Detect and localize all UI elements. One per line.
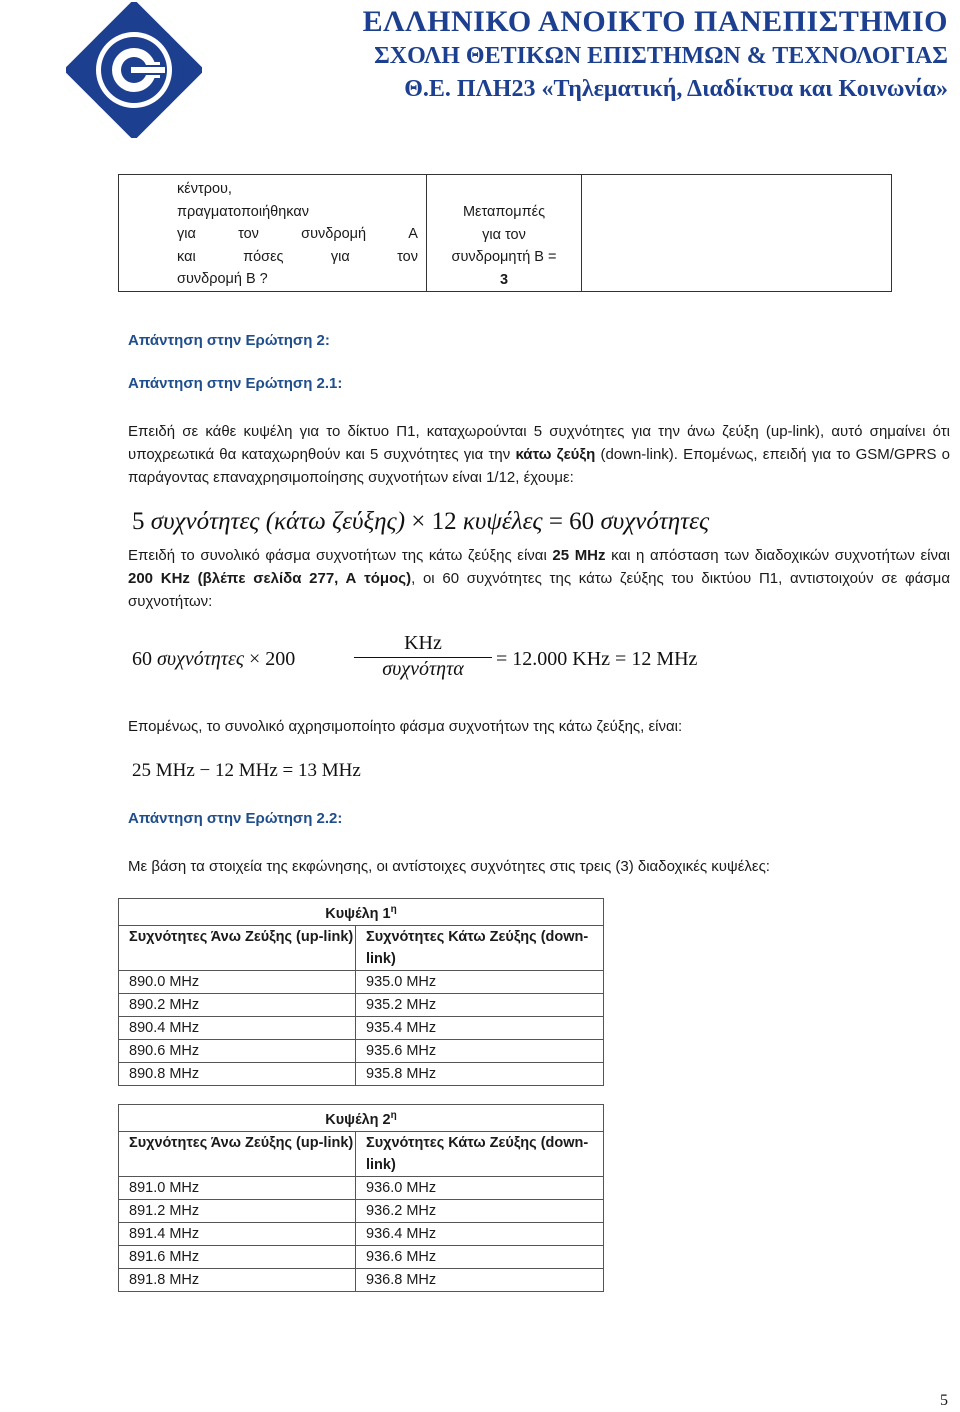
handover-label-2: για τον [482, 226, 526, 243]
paragraph-cells: Με βάση τα στοιχεία της εκφώνησης, οι αντίστοιχες συχνότητες στις τρεις (3) διαδοχικές κυψέλες: [128, 858, 770, 875]
text: Επειδή σε κάθε κυψέλη για το δίκτυο Π1, καταχωρούνται 5 συχνότητες για την άνω ζεύξη (up-link), αυτό σημαίνει ότι υποχρεωτικά θα καταχωρηθούν και 5 συχνότητες για την [128, 423, 950, 463]
table-row [119, 1199, 604, 1222]
eq-op: × 200 [248, 648, 296, 670]
cell-2-title [119, 1105, 604, 1132]
fraction-numerator: KHz [354, 632, 492, 658]
question-line [177, 246, 418, 269]
cell-1-title [119, 899, 604, 926]
question-line: κέντρου, [177, 181, 232, 197]
uplink-header: Συχνότητες Άνω Ζεύξης (up-link) [119, 925, 356, 970]
title-text: Κυψέλη 2 [325, 1111, 391, 1128]
downlink-freq: 935.6 MHz [356, 1039, 604, 1062]
downlink-freq: 935.4 MHz [356, 1016, 604, 1039]
uplink-freq: 891.0 MHz [119, 1176, 356, 1199]
downlink-header: Συχνότητες Κάτω Ζεύξης (down-link) [356, 1131, 604, 1176]
word: τον [238, 226, 259, 242]
uplink-header: Συχνότητες Άνω Ζεύξης (up-link) [119, 1131, 356, 1176]
header-university: ΕΛΛΗΝΙΚΟ ΑΝΟΙΚΤΟ ΠΑΝΕΠΙΣΤΗΜΙΟ [362, 5, 948, 38]
uplink-freq: 890.2 MHz [119, 993, 356, 1016]
downlink-freq: 936.0 MHz [356, 1176, 604, 1199]
downlink-freq: 936.4 MHz [356, 1222, 604, 1245]
uplink-freq: 890.6 MHz [119, 1039, 356, 1062]
bold-text: 25 MHz [552, 547, 606, 564]
handover-label-1: Μεταπομπές [462, 204, 546, 220]
answer-2-1-heading: Απάντηση στην Ερώτηση 2.1: [128, 375, 343, 392]
cell-1-frequency-table [118, 898, 604, 1086]
table-row [119, 1039, 604, 1062]
text: Επειδή το συνολικό φάσμα συχνοτήτων της κάτω ζεύξης είναι [128, 547, 553, 564]
uplink-freq: 890.0 MHz [119, 970, 356, 993]
equation-unused: 25 MHz − 12 MHz = 13 MHz [132, 760, 361, 781]
downlink-freq: 936.8 MHz [356, 1268, 604, 1291]
answer-2-2-heading: Απάντηση στην Ερώτηση 2.2: [128, 810, 343, 827]
table-row [119, 1016, 604, 1039]
handover-value: 3 [499, 271, 509, 288]
text: και η απόσταση των διαδοχικών συχνοτήτων είναι [605, 547, 950, 564]
eq-word: συχνότητες [150, 508, 260, 535]
word: και [177, 248, 196, 265]
word: πόσες [243, 248, 284, 265]
downlink-freq: 936.2 MHz [356, 1199, 604, 1222]
text: (down-link). Επομένως, επειδή για το GSM/GPRS ο παράγοντας επαναχρησιμοποίησης συχνοτήτων είναι 1/12, έχουμε: [128, 446, 950, 486]
paragraph-unused: Επομένως, το συνολικό αχρησιμοποίητο φάσμα συχνοτήτων της κάτω ζεύξης, είναι: [128, 718, 683, 735]
question-table-fragment [118, 174, 892, 292]
eq-number: 60 [132, 648, 152, 670]
eq-word: συχνότητες [600, 508, 710, 535]
downlink-header: Συχνότητες Κάτω Ζεύξης (down-link) [356, 925, 604, 970]
bold-text: 200 KHz (βλέπε σελίδα 277, Α τόμος) [128, 570, 412, 587]
title-text: Κυψέλη 1 [325, 905, 391, 922]
eq-number: 5 [132, 508, 145, 535]
question-cell [119, 175, 427, 292]
word: συνδρομή [301, 226, 367, 242]
uplink-freq: 891.6 MHz [119, 1245, 356, 1268]
uplink-freq: 891.8 MHz [119, 1268, 356, 1291]
question-line: συνδρομή Β ? [177, 271, 268, 287]
uplink-freq: 891.4 MHz [119, 1222, 356, 1245]
downlink-freq: 936.6 MHz [356, 1245, 604, 1268]
handover-label-3: συνδρομητή Β = [451, 249, 557, 265]
equation-frequencies [132, 508, 709, 536]
table-row [119, 1268, 604, 1291]
word: για [330, 248, 350, 265]
uplink-freq: 891.2 MHz [119, 1199, 356, 1222]
table-row [119, 993, 604, 1016]
table-row [119, 1062, 604, 1085]
word: τον [397, 248, 418, 265]
table-row [119, 970, 604, 993]
paragraph-spectrum [128, 544, 950, 613]
downlink-freq: 935.8 MHz [356, 1062, 604, 1085]
eq-op: × 12 [411, 508, 457, 535]
eq-word: κυψέλες [462, 508, 543, 535]
paragraph-downlink [128, 420, 950, 489]
eq-result: = 12.000 KHz = 12 MHz [496, 648, 698, 670]
word: Α [408, 226, 418, 242]
superscript: η [390, 904, 397, 915]
fraction-denominator: συχνότητα [382, 658, 464, 680]
eq-equals: = 60 [548, 508, 595, 535]
question-line: πραγματοποιήθηκαν [177, 203, 309, 220]
text: , οι 60 συχνότητες της κάτω ζεύξης του δικτύου Π1, αντιστοιχούν σε φάσμα συχνοτήτων: [128, 570, 950, 610]
header-school: ΣΧΟΛΗ ΘΕΤΙΚΩΝ ΕΠΙΣΤΗΜΩΝ & ΤΕΧΝΟΛΟΓΙΑΣ [374, 43, 948, 69]
uplink-freq: 890.4 MHz [119, 1016, 356, 1039]
downlink-freq: 935.2 MHz [356, 993, 604, 1016]
header-course: Θ.Ε. ΠΛΗ23 «Τηλεματική, Διαδίκτυα και Κοινωνία» [404, 76, 948, 102]
downlink-freq: 935.0 MHz [356, 970, 604, 993]
institution-header [363, 4, 948, 106]
table-row [119, 1222, 604, 1245]
question-line [177, 223, 418, 246]
word: για [177, 226, 196, 242]
empty-cell [582, 175, 892, 292]
university-logo-icon [66, 2, 202, 138]
uplink-freq: 890.8 MHz [119, 1062, 356, 1085]
handover-cell [427, 175, 582, 292]
cell-2-frequency-table [118, 1104, 604, 1292]
superscript: η [390, 1110, 397, 1121]
table-row [119, 1176, 604, 1199]
table-row [119, 1245, 604, 1268]
eq-paren: (κάτω ζεύξης) [265, 508, 406, 535]
eq-word: συχνότητες [157, 648, 244, 670]
bold-text: κάτω ζεύξη [515, 446, 596, 463]
answer-2-heading: Απάντηση στην Ερώτηση 2: [128, 332, 330, 349]
page-number: 5 [940, 1392, 948, 1409]
